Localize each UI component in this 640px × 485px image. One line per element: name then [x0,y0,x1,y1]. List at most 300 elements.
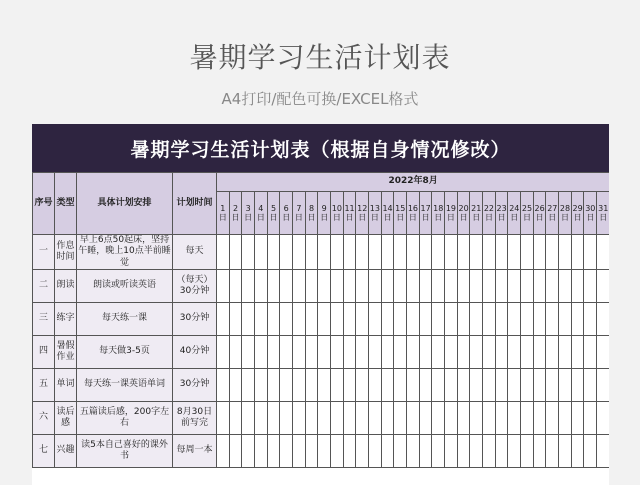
day-cell[interactable] [559,235,572,270]
day-cell[interactable] [584,235,597,270]
day-cell[interactable] [483,401,496,434]
day-number: 3 [245,203,251,213]
day-cell[interactable] [432,235,445,270]
day-cell[interactable] [369,302,382,335]
day-suffix: 日 [434,213,443,222]
day-header [432,192,445,235]
day-cell[interactable] [521,335,534,368]
day-header [343,192,356,235]
day-cell[interactable] [280,368,293,401]
day-cell[interactable] [559,302,572,335]
day-header [305,192,318,235]
day-cell[interactable] [457,368,470,401]
day-cell[interactable] [419,368,432,401]
day-cell[interactable] [597,401,609,434]
day-cell[interactable] [229,401,242,434]
day-cell[interactable] [407,269,420,302]
day-cell[interactable] [432,269,445,302]
day-cell[interactable] [571,302,584,335]
day-number: 16 [407,203,418,213]
day-cell[interactable] [343,235,356,270]
day-cell[interactable] [407,401,420,434]
day-cell[interactable] [508,302,521,335]
day-cell[interactable] [559,368,572,401]
day-cell[interactable] [280,302,293,335]
day-cell[interactable] [293,235,306,270]
day-cell[interactable] [407,335,420,368]
day-cell[interactable] [495,368,508,401]
day-number: 1 [220,203,226,213]
day-cell[interactable] [457,302,470,335]
day-number: 12 [357,203,368,213]
day-cell[interactable] [267,368,280,401]
plan-row [33,269,610,302]
day-cell[interactable] [571,401,584,434]
day-suffix: 日 [459,213,468,222]
day-cell[interactable] [318,235,331,270]
day-cell[interactable] [267,401,280,434]
day-header [584,192,597,235]
day-suffix: 日 [560,213,569,222]
day-cell[interactable] [445,302,458,335]
day-number: 24 [509,203,520,213]
plan-row [33,235,610,270]
day-cell[interactable] [445,335,458,368]
day-cell[interactable] [470,302,483,335]
day-cell[interactable] [356,235,369,270]
day-cell[interactable] [407,434,420,467]
day-cell[interactable] [305,335,318,368]
day-suffix: 日 [320,213,329,222]
day-cell[interactable] [343,368,356,401]
day-cell[interactable] [394,269,407,302]
day-cell[interactable] [229,335,242,368]
day-cell[interactable] [584,335,597,368]
day-cell[interactable] [394,401,407,434]
cell-time: （每天）30分钟 [173,269,217,302]
day-cell[interactable] [394,235,407,270]
day-cell[interactable] [381,235,394,270]
day-suffix: 日 [370,213,379,222]
day-cell[interactable] [508,235,521,270]
day-cell[interactable] [559,401,572,434]
day-suffix: 日 [231,213,240,222]
day-number: 14 [382,203,393,213]
day-cell[interactable] [217,401,230,434]
day-header [521,192,534,235]
day-cell[interactable] [267,302,280,335]
day-cell[interactable] [419,434,432,467]
day-number: 18 [433,203,444,213]
day-cell[interactable] [584,434,597,467]
day-header [229,192,242,235]
day-suffix: 日 [497,213,506,222]
day-cell[interactable] [293,434,306,467]
cell-time: 30分钟 [173,368,217,401]
day-cell[interactable] [546,335,559,368]
day-cell[interactable] [521,401,534,434]
day-cell[interactable] [217,235,230,270]
day-cell[interactable] [597,269,609,302]
day-header [546,192,559,235]
day-cell[interactable] [242,302,255,335]
day-suffix: 日 [269,213,278,222]
day-cell[interactable] [369,401,382,434]
day-cell[interactable] [521,434,534,467]
cell-index: 四 [33,335,55,368]
day-suffix: 日 [408,213,417,222]
day-header [508,192,521,235]
day-cell[interactable] [432,401,445,434]
day-number: 26 [534,203,545,213]
day-cell[interactable] [559,434,572,467]
plan-row [33,302,610,335]
day-cell[interactable] [305,368,318,401]
day-cell[interactable] [445,401,458,434]
day-cell[interactable] [584,269,597,302]
day-cell[interactable] [445,434,458,467]
day-cell[interactable] [419,235,432,270]
day-header [318,192,331,235]
day-cell[interactable] [331,302,344,335]
day-cell[interactable] [597,235,609,270]
day-cell[interactable] [217,335,230,368]
day-number: 25 [521,203,533,213]
day-cell[interactable] [546,302,559,335]
day-cell[interactable] [432,368,445,401]
day-suffix: 日 [244,213,253,222]
day-cell[interactable] [242,335,255,368]
day-cell[interactable] [331,235,344,270]
day-header [267,192,280,235]
header-index: 序号 [33,173,55,235]
day-cell[interactable] [546,269,559,302]
day-cell[interactable] [470,235,483,270]
day-cell[interactable] [267,269,280,302]
day-cell[interactable] [584,302,597,335]
day-cell[interactable] [305,235,318,270]
day-cell[interactable] [318,335,331,368]
day-cell[interactable] [407,235,420,270]
day-header [470,192,483,235]
day-number: 13 [369,203,380,213]
day-cell[interactable] [597,302,609,335]
day-cell[interactable] [533,302,546,335]
day-cell[interactable] [356,368,369,401]
day-cell[interactable] [280,235,293,270]
day-cell[interactable] [495,235,508,270]
header-plan: 具体计划安排 [77,173,173,235]
day-cell[interactable] [267,434,280,467]
day-cell[interactable] [470,335,483,368]
day-cell[interactable] [381,401,394,434]
day-cell[interactable] [343,401,356,434]
day-cell[interactable] [559,269,572,302]
day-cell[interactable] [331,434,344,467]
day-cell[interactable] [597,368,609,401]
day-cell[interactable] [470,368,483,401]
day-cell[interactable] [533,235,546,270]
day-header [533,192,546,235]
day-cell[interactable] [533,401,546,434]
day-cell[interactable] [242,401,255,434]
day-cell[interactable] [369,434,382,467]
day-cell[interactable] [508,335,521,368]
day-cell[interactable] [407,368,420,401]
day-cell[interactable] [381,269,394,302]
day-cell[interactable] [483,335,496,368]
day-cell[interactable] [483,368,496,401]
day-suffix: 日 [599,213,608,222]
day-number: 30 [585,203,596,213]
day-cell[interactable] [521,235,534,270]
cell-index: 一 [33,235,55,270]
day-cell[interactable] [394,302,407,335]
day-cell[interactable] [457,335,470,368]
day-suffix: 日 [573,213,582,222]
day-cell[interactable] [407,302,420,335]
day-number: 11 [344,203,355,213]
day-cell[interactable] [457,401,470,434]
day-cell[interactable] [343,434,356,467]
day-suffix: 日 [472,213,481,222]
day-cell[interactable] [419,269,432,302]
day-cell[interactable] [508,434,521,467]
day-cell[interactable] [508,368,521,401]
day-cell[interactable] [356,335,369,368]
day-cell[interactable] [217,434,230,467]
day-cell[interactable] [318,368,331,401]
day-cell[interactable] [571,335,584,368]
day-cell[interactable] [305,269,318,302]
day-cell[interactable] [546,368,559,401]
day-header [571,192,584,235]
day-cell[interactable] [356,401,369,434]
day-cell[interactable] [242,368,255,401]
day-cell[interactable] [293,368,306,401]
day-cell[interactable] [255,235,268,270]
day-cell[interactable] [419,401,432,434]
day-cell[interactable] [445,269,458,302]
day-cell[interactable] [546,401,559,434]
day-suffix: 日 [522,213,531,222]
day-cell[interactable] [255,368,268,401]
day-cell[interactable] [356,434,369,467]
day-cell[interactable] [331,335,344,368]
day-cell[interactable] [242,235,255,270]
plan-row [33,368,610,401]
day-cell[interactable] [533,335,546,368]
day-cell[interactable] [255,434,268,467]
day-header [495,192,508,235]
day-cell[interactable] [280,401,293,434]
day-cell[interactable] [217,368,230,401]
day-cell[interactable] [293,269,306,302]
day-cell[interactable] [470,269,483,302]
day-cell[interactable] [217,302,230,335]
day-cell[interactable] [381,434,394,467]
day-cell[interactable] [457,269,470,302]
day-cell[interactable] [293,302,306,335]
plan-row [33,434,610,467]
cell-type: 兴趣 [55,434,77,467]
day-cell[interactable] [343,269,356,302]
day-cell[interactable] [305,434,318,467]
plan-row [33,401,610,434]
day-cell[interactable] [318,302,331,335]
day-cell[interactable] [343,335,356,368]
day-cell[interactable] [280,434,293,467]
plan-rows [33,235,610,468]
day-cell[interactable] [521,302,534,335]
day-cell[interactable] [508,269,521,302]
day-cell[interactable] [267,335,280,368]
day-cell[interactable] [305,401,318,434]
day-number: 21 [471,203,482,213]
day-cell[interactable] [255,335,268,368]
day-suffix: 日 [345,213,354,222]
day-cell[interactable] [318,401,331,434]
day-cell[interactable] [495,302,508,335]
day-cell[interactable] [280,269,293,302]
day-header [255,192,268,235]
day-number: 9 [321,203,327,213]
day-header [445,192,458,235]
day-cell[interactable] [229,302,242,335]
day-cell[interactable] [533,368,546,401]
day-cell[interactable] [293,401,306,434]
day-number: 10 [331,203,342,213]
day-cell[interactable] [217,269,230,302]
day-suffix: 日 [358,213,367,222]
day-cell[interactable] [445,235,458,270]
cell-plan: 早上6点50起床，坚持午睡，晚上10点半前睡觉 [78,235,171,268]
cell-index: 六 [33,401,55,434]
day-cell[interactable] [495,335,508,368]
day-cell[interactable] [369,269,382,302]
day-cell[interactable] [394,368,407,401]
day-header [483,192,496,235]
day-cell[interactable] [470,401,483,434]
day-cell[interactable] [432,335,445,368]
day-cell[interactable] [394,335,407,368]
day-cell[interactable] [495,269,508,302]
day-cell[interactable] [533,269,546,302]
day-header [356,192,369,235]
day-cell[interactable] [381,335,394,368]
day-cell[interactable] [559,335,572,368]
day-cell[interactable] [229,368,242,401]
day-cell[interactable] [369,335,382,368]
day-cell[interactable] [419,335,432,368]
cell-index: 五 [33,368,55,401]
day-cell[interactable] [483,434,496,467]
day-cell[interactable] [318,269,331,302]
day-header [407,192,420,235]
day-cell[interactable] [255,302,268,335]
day-cell[interactable] [229,434,242,467]
day-cell[interactable] [255,401,268,434]
day-suffix: 日 [218,213,227,222]
day-number: 28 [559,203,571,213]
day-cell[interactable] [597,335,609,368]
day-cell[interactable] [343,302,356,335]
day-cell[interactable] [546,434,559,467]
plan-row [33,335,610,368]
day-cell[interactable] [495,434,508,467]
day-number: 15 [395,203,406,213]
day-cell[interactable] [356,302,369,335]
page-subtitle: A4打印/配色可换/EXCEL格式 [221,90,419,108]
day-cell[interactable] [546,235,559,270]
day-cell[interactable] [521,368,534,401]
day-cell[interactable] [229,269,242,302]
day-cell[interactable] [432,302,445,335]
day-cell[interactable] [331,401,344,434]
day-cell[interactable] [521,269,534,302]
day-suffix: 日 [332,213,341,222]
cell-index: 二 [33,269,55,302]
day-header [419,192,432,235]
day-cell[interactable] [571,434,584,467]
day-cell[interactable] [305,302,318,335]
day-cell[interactable] [381,368,394,401]
day-cell[interactable] [571,368,584,401]
day-cell[interactable] [571,235,584,270]
day-cell[interactable] [571,269,584,302]
day-cell[interactable] [280,335,293,368]
day-cell[interactable] [483,269,496,302]
day-cell[interactable] [483,302,496,335]
day-cell[interactable] [356,269,369,302]
day-cell[interactable] [267,235,280,270]
day-cell[interactable] [495,401,508,434]
day-cell[interactable] [255,269,268,302]
day-number: 17 [420,203,431,213]
cell-type: 暑假作业 [55,335,77,368]
day-number: 6 [283,203,289,213]
day-cell[interactable] [229,235,242,270]
day-cell[interactable] [369,235,382,270]
day-cell[interactable] [445,368,458,401]
day-cell[interactable] [331,269,344,302]
day-cell[interactable] [533,434,546,467]
day-cell[interactable] [242,269,255,302]
day-cell[interactable] [318,434,331,467]
day-cell[interactable] [457,235,470,270]
day-cell[interactable] [242,434,255,467]
day-cell[interactable] [419,302,432,335]
day-cell[interactable] [432,434,445,467]
day-cell[interactable] [584,368,597,401]
day-cell[interactable] [483,235,496,270]
day-cell[interactable] [381,302,394,335]
day-header [369,192,382,235]
header-month: 2022年8月 [217,173,610,192]
day-cell[interactable] [457,434,470,467]
day-cell[interactable] [369,368,382,401]
day-header [217,192,230,235]
day-cell[interactable] [331,368,344,401]
header-type: 类型 [55,173,77,235]
day-cell[interactable] [584,401,597,434]
day-cell[interactable] [470,434,483,467]
day-cell[interactable] [597,434,609,467]
day-cell[interactable] [394,434,407,467]
day-cell[interactable] [293,335,306,368]
day-cell[interactable] [508,401,521,434]
page-title: 暑期学习生活计划表 [189,41,451,74]
